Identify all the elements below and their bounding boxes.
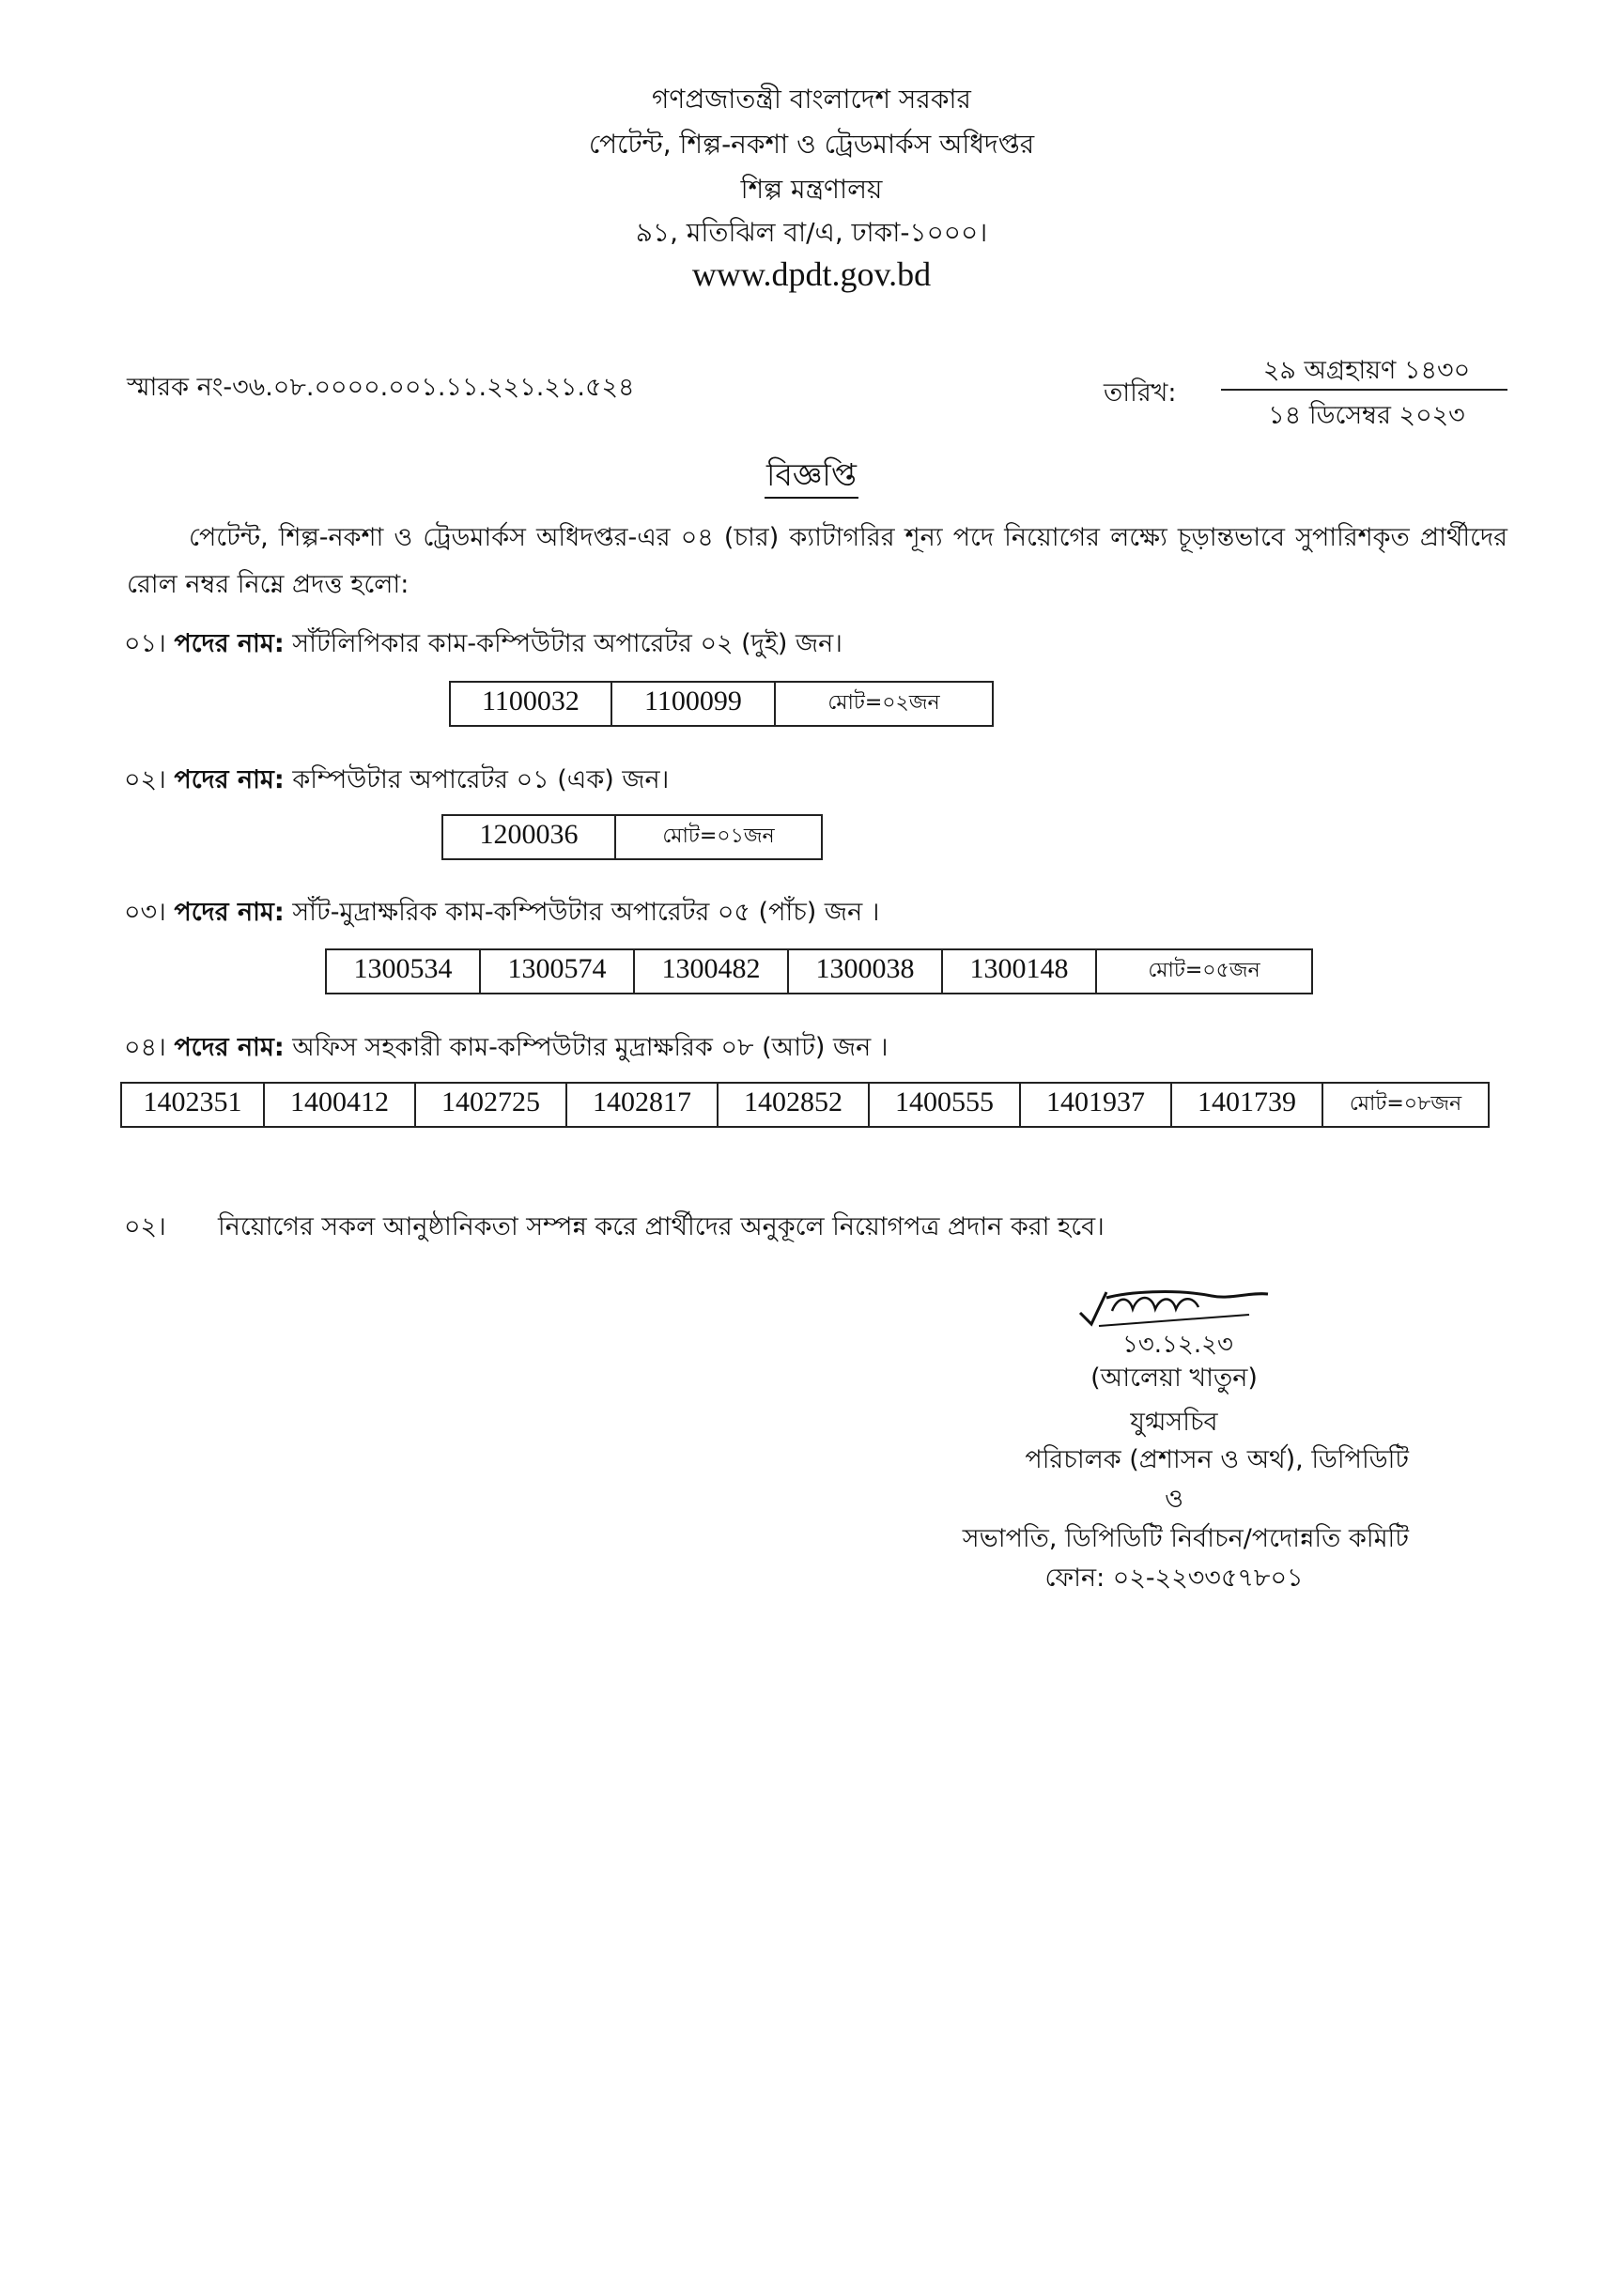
signatory-role-2: সভাপতি, ডিপিডিটি নির্বাচন/পদোন্নতি কমিটি [962,1524,1409,1553]
memo-reference: স্মারক নং-৩৬.০৮.০০০০.০০১.১১.২২১.২১.৫২৪ [127,373,635,402]
roll-number: 1400555 [869,1083,1020,1127]
roll-number: 1402351 [121,1083,264,1127]
roll-number: 1300038 [788,949,942,994]
signatory-designation: যুগ্মসচিব [1130,1408,1218,1437]
post-number: ০১। [124,629,166,658]
post-1-roll-table [449,681,994,727]
post-number: ০৪। [124,1033,166,1062]
total-count: মোট=০১জন [615,815,822,859]
ministry-name: শিল্প মন্ত্রণালয় [740,174,883,205]
post-3-roll-table [325,948,1313,994]
post-1-heading [124,624,842,667]
signatory-conjunction: ও [1165,1485,1183,1514]
table-row [442,815,822,859]
roll-number: 1300574 [480,949,634,994]
table-row [326,949,1312,994]
intro-paragraph: পেটেন্ট, শিল্প-নকশা ও ট্রেডমার্কস অধিদপ্তর-এর ০৪ (চার) ক্যাটাগরির শূন্য পদে নিয়োগের লক্ষ্যে চূড়ান্তভাবে সুপারিশকৃত প্রার্থীদের রোল নম্বর নিম্নে প্রদত্ত হলো: [127,523,1507,599]
roll-number: 1401739 [1171,1083,1322,1127]
date-divider [1221,389,1507,391]
roll-number: 1200036 [442,815,615,859]
roll-number: 1300482 [634,949,788,994]
department-name: পেটেন্ট, শিল্প-নকশা ও ট্রেডমার্কস অধিদপ্তর [588,129,1035,160]
post-label: পদের নাম: [174,629,285,658]
date-bangla: ২৯ অগ্রহায়ণ ১৪৩০ [1262,356,1471,385]
roll-number: 1300148 [942,949,1096,994]
post-label: পদের নাম: [174,1033,285,1062]
svg-text:১৩.১২.২৩: ১৩.১২.২৩ [1122,1331,1233,1359]
roll-number: 1100032 [450,682,611,726]
roll-number: 1300534 [326,949,480,994]
post-4-roll-table [120,1082,1490,1128]
total-count: মোট=০৫জন [1096,949,1312,994]
signatory-name: (আলেয়া খাতুন) [1090,1364,1258,1393]
post-name: কম্পিউটার অপারেটর ০১ (এক) জন। [292,765,670,794]
total-count: মোট=০৮জন [1322,1083,1489,1127]
post-name: সাঁটলিপিকার কাম-কম্পিউটার অপারেটর ০২ (দুই) জন। [292,629,842,658]
notice-title-text: বিজ্ঞপ্তি [765,456,858,499]
total-count: মোট=০২জন [775,682,993,726]
roll-number: 1402725 [415,1083,566,1127]
govt-name: গণপ্রজাতন্ত্রী বাংলাদেশ সরকার [652,84,971,115]
date-english: ১৪ ডিসেম্বর ২০২৩ [1268,401,1465,430]
post-name: অফিস সহকারী কাম-কম্পিউটার মুদ্রাক্ষরিক ০৮ (আট) জন । [292,1033,889,1062]
notice-title [0,451,1623,503]
post-name: সাঁট-মুদ্রাক্ষরিক কাম-কম্পিউটার অপারেটর ০৫ (পাঁচ) জন । [292,898,880,927]
post-3-heading [124,893,879,935]
roll-number: 1402817 [566,1083,718,1127]
table-row [450,682,993,726]
signatory-phone: ফোন: ০২-২২৩৩৫৭৮০১ [1044,1564,1304,1593]
table-row [121,1083,1489,1127]
post-number: ০২। [124,765,166,794]
post-number: ০৩। [124,898,166,927]
roll-number: 1402852 [718,1083,869,1127]
post-4-heading [124,1028,889,1071]
roll-number: 1100099 [611,682,775,726]
roll-number: 1400412 [264,1083,415,1127]
date-label: তারিখ: [1104,378,1177,408]
signatory-role-1: পরিচালক (প্রশাসন ও অর্থ), ডিপিডিটি [1025,1445,1409,1474]
website-link[interactable]: www.dpdt.gov.bd [691,255,932,293]
address: ৯১, মতিঝিল বা/এ, ঢাকা-১০০০। [635,217,988,248]
post-2-roll-table [441,814,823,860]
roll-number: 1401937 [1020,1083,1171,1127]
post-label: পদের নাম: [174,765,285,794]
handwritten-signature [1071,1285,1315,1369]
post-2-heading [124,761,669,803]
note-text: নিয়োগের সকল আনুষ্ঠানিকতা সম্পন্ন করে প্রার্থীদের অনুকূলে নিয়োগপত্র প্রদান করা হবে। [218,1212,1105,1241]
post-label: পদের নাম: [174,898,285,927]
note-number: ০২। [124,1212,166,1241]
